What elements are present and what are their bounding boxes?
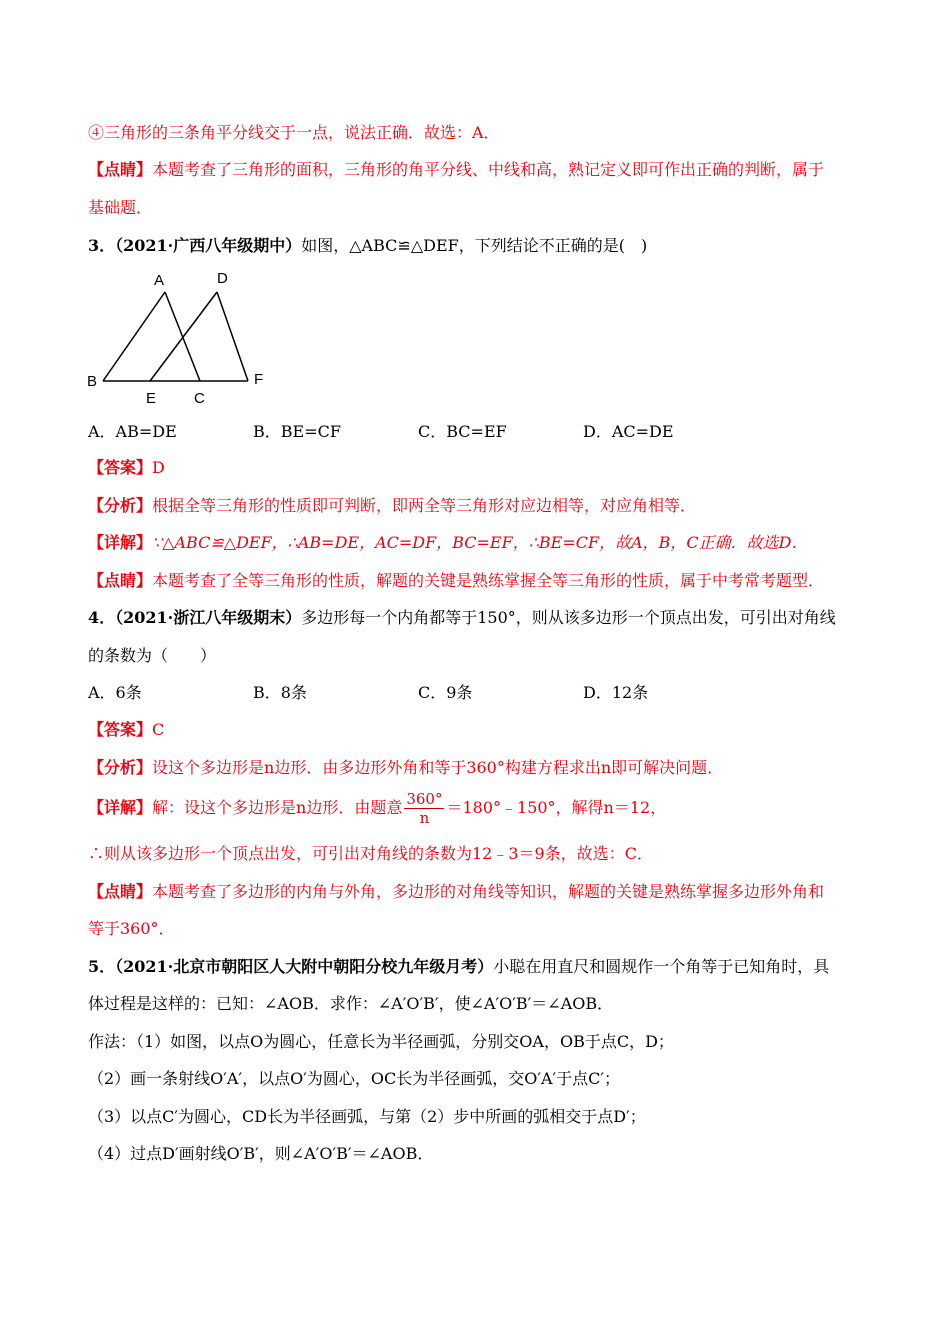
solution-line-4: ④三角形的三条角平分线交于一点，说法正确．故选：A． — [88, 123, 500, 142]
answer-line — [88, 719, 870, 741]
fraction — [404, 790, 444, 827]
question-5-stem — [88, 956, 870, 978]
question-number: 3． — [88, 236, 116, 255]
comment-line-q4 — [88, 881, 870, 903]
comment-line-q3 — [88, 570, 870, 592]
detail-tag: 【详解】 — [88, 798, 153, 817]
label-A: A — [154, 272, 165, 289]
question-4-stem — [88, 607, 870, 629]
step-4: （4）过点D′画射线O′B′，则∠A′O′B′＝∠AOB． — [88, 1144, 434, 1163]
detail-text-b: ＝180°﹣150°，解得n＝12， — [446, 798, 667, 817]
question-source: （2021·北京市朝阳区人大附中朝阳分校九年级月考） — [115, 957, 494, 976]
question-3-stem — [88, 235, 870, 257]
detail-line — [88, 532, 870, 554]
label-C: C — [194, 390, 205, 407]
step-1: 作法：（1）如图，以点O为圆心，任意长为半径画弧，分别交OA，OB于点C，D； — [88, 1032, 674, 1051]
option-c: C．9条 — [418, 683, 473, 702]
analysis-text: 设这个多边形是n边形．由多边形外角和等于360°构建方程求出n即可解决问题． — [152, 758, 724, 777]
question-5-stem-2: 体过程是这样的：已知：∠AOB．求作：∠A′O′B′，使∠A′O′B′＝∠AOB． — [88, 994, 614, 1013]
analysis-tag: 【分析】 — [88, 496, 153, 515]
question-source: （2021·广西八年级期中） — [115, 236, 302, 255]
comment-text: 本题考查了全等三角形的性质，解题的关键是熟练掌握全等三角形的性质，属于中考常考题型． — [152, 571, 825, 590]
triangle-figure — [86, 265, 276, 410]
comment-tag: 【点睛】 — [88, 571, 153, 590]
analysis-tag: 【分析】 — [88, 758, 153, 777]
answer-tag: 【答案】 — [88, 720, 153, 739]
comment-text: 本题考查了多边形的内角与外角，多边形的对角线等知识，解题的关键是熟练掌握多边形外角和 — [152, 882, 825, 901]
detail-tag: 【详解】 — [88, 533, 153, 552]
comment-tag: 【点睛】 — [88, 160, 153, 179]
detail-line — [88, 790, 870, 827]
label-B: B — [87, 373, 98, 390]
option-a: A．AB=DE — [88, 422, 177, 441]
comment-tag: 【点睛】 — [88, 882, 153, 901]
question-text: 小聪在用直尺和圆规作一个角等于已知角时，具 — [493, 957, 830, 976]
answer-value: D — [152, 458, 165, 477]
label-E: E — [146, 390, 157, 407]
answer-tag: 【答案】 — [88, 458, 153, 477]
comment-line-q4-2: 等于360°． — [88, 919, 175, 938]
label-D: D — [217, 270, 228, 287]
option-b: B．BE=CF — [253, 422, 341, 441]
detail-text: ∵△ABC≌△DEF，∴AB=DE，AC=DF，BC=EF，∴BE=CF，故A，B，C正确．故选D． — [152, 533, 808, 552]
step-3: （3）以点C′为圆心，CD长为半径画弧，与第（2）步中所画的弧相交于点D′； — [88, 1107, 646, 1126]
question-number: 4． — [88, 608, 116, 627]
fraction-numerator: 360° — [406, 790, 443, 808]
question-text: 如图，△ABC≌△DEF，下列结论不正确的是( ) — [301, 236, 648, 255]
answer-line — [88, 457, 870, 479]
option-c: C．BC=EF — [418, 422, 507, 441]
comment-line — [88, 159, 870, 181]
question-number: 5． — [88, 957, 116, 976]
analysis-line — [88, 757, 870, 779]
analysis-line — [88, 495, 870, 517]
option-d: D．12条 — [583, 683, 649, 702]
question-source: （2021·浙江八年级期末） — [115, 608, 302, 627]
question-4-stem-2: 的条数为（ ） — [88, 646, 217, 665]
fraction-denominator: n — [419, 809, 430, 827]
question-text: 多边形每一个内角都等于150°，则从该多边形一个顶点出发，可引出对角线 — [301, 608, 836, 627]
detail-text-a: 解：设这个多边形是n边形．由题意 — [152, 798, 403, 817]
detail-line-2: ∴则从该多边形一个顶点出发，可引出对角线的条数为12﹣3＝9条，故选：C． — [88, 844, 653, 863]
option-b: B．8条 — [253, 683, 307, 702]
option-a: A．6条 — [88, 683, 142, 702]
answer-value: C — [152, 720, 165, 739]
step-2: （2）画一条射线O′A′，以点O′为圆心，OC长为半径画弧，交O′A′于点C′； — [88, 1069, 621, 1088]
label-F: F — [254, 371, 264, 388]
option-d: D．AC=DE — [583, 422, 674, 441]
analysis-text: 根据全等三角形的性质即可判断，即两全等三角形对应边相等，对应角相等． — [152, 496, 697, 515]
comment-text: 本题考查了三角形的面积，三角形的角平分线、中线和高，熟记定义即可作出正确的判断，属于 — [152, 160, 825, 179]
comment-line-2: 基础题． — [88, 198, 153, 217]
